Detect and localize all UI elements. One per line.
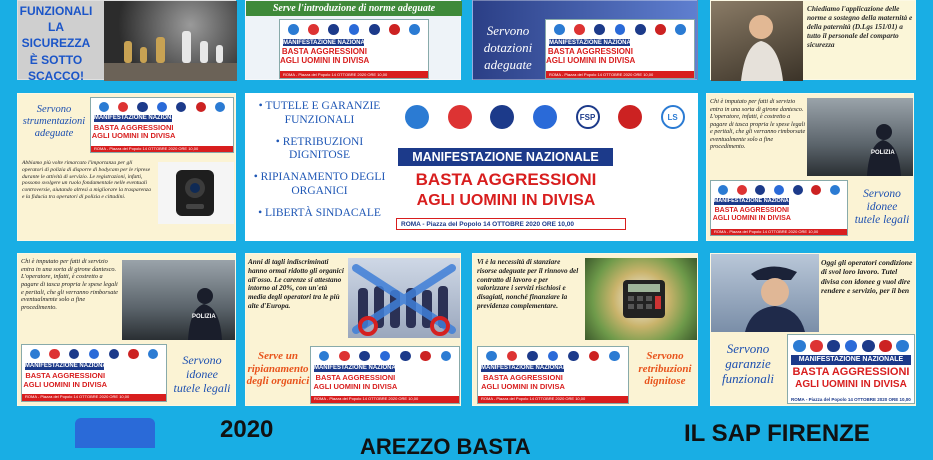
money-photo (585, 258, 697, 340)
demands-list (246, 100, 393, 221)
demand-item: • TUTELE E GARANZIE FUNZIONALI (258, 100, 381, 126)
banner-title: MANIFESTAZIONE NAZIONALE (481, 364, 571, 371)
union-logo-icon (409, 24, 420, 35)
officers-image (176, 114, 230, 144)
officers-image (400, 364, 456, 395)
dotazioni-caption: Servono dotazioni adeguate (483, 23, 533, 72)
union-logo-icon (400, 351, 410, 361)
union-logo-icon (490, 105, 514, 129)
officers-image (568, 364, 625, 395)
banner-slogan-2: AGLI UOMINI IN DIVISA (795, 379, 907, 391)
union-logo-icon (862, 340, 875, 353)
bottom-strip (0, 408, 933, 459)
union-logo-icon (675, 24, 686, 35)
union-logo-icon (215, 102, 225, 112)
union-logo-icon (420, 351, 430, 361)
banner-logos (25, 347, 163, 360)
union-logo-icon (755, 185, 765, 195)
police-label: POLIZIA (192, 314, 216, 320)
banner-slogan-1: BASTA AGGRESSIONI (315, 372, 396, 382)
demand-item: • RIPIANAMENTO DEGLI ORGANICI (253, 171, 386, 197)
norme-heading: Serve l'introduzione di norme adeguate (246, 1, 462, 16)
organici-text: Anni di tagli indiscriminati hanno ormai ridotto gli organici all'osso. Le carenze si attestano intorno al 20%, con un'età media degli operatori tra le più alte d'Europa. (248, 258, 344, 310)
chess-photo (104, 1, 237, 81)
banner-slogan-2: AGLI UOMINI IN DIVISA (313, 381, 398, 391)
union-logo-icon (533, 105, 557, 129)
union-logo-icon (845, 340, 858, 353)
child-icon (711, 1, 803, 81)
scissors-icon (348, 258, 460, 338)
garanzie-text: Oggi gli operatori condizione di svol loro lavoro. Tutel divisa con idonee g vuol dire rendere e servizio, per il ben (821, 258, 913, 295)
union-logo-icon (288, 24, 299, 35)
officers-image (635, 37, 691, 70)
police-officer-icon (122, 260, 235, 340)
tile-dotazioni (472, 0, 698, 80)
union-logo-icon (527, 351, 537, 361)
union-logo-icon (879, 340, 892, 353)
union-logo-icon (896, 340, 909, 353)
union-logo-icon (793, 340, 806, 353)
tutele-caption: Servono idonee tutele legali (854, 188, 910, 227)
union-logo-icon (486, 351, 496, 361)
union-logo-icon (737, 185, 747, 195)
union-logo-icon (118, 102, 128, 112)
banner-title: MANIFESTAZIONE NAZIONALE (791, 355, 912, 365)
tile-garanzie (710, 253, 916, 406)
banner-logos (791, 338, 912, 354)
tile-chess (17, 0, 236, 83)
demand-item: • LIBERTÀ SINDACALE (258, 206, 381, 219)
ls-logo-icon: LS (661, 105, 685, 129)
banner-footer: ROMA - Piazza del Popolo 14 OTTOBRE 2020 ORE 10,00 (788, 396, 914, 403)
union-logo-icon (441, 351, 451, 361)
union-logo-icon (369, 24, 380, 35)
banner (310, 346, 460, 404)
bodycam-caption: Servono strumentazioni adeguate (22, 104, 86, 140)
sap-logo-icon (75, 418, 155, 448)
tile-central (245, 93, 698, 241)
officer-icon (711, 254, 819, 332)
banner-logos (314, 349, 456, 362)
calculator-icon (585, 258, 697, 340)
banner-footer: ROMA - Piazza del Popolo 14 OTTOBRE 2020 ORE 10,00 (711, 229, 847, 235)
police-officer-icon (807, 98, 913, 176)
banner-title: MANIFESTAZIONE NAZIONALE (313, 364, 404, 371)
banner-title: MANIFESTAZIONE NAZIONALE (93, 115, 184, 122)
banner (477, 346, 629, 404)
storm-photo (122, 260, 235, 340)
union-logo-icon (793, 185, 803, 195)
union-logo-icon (594, 24, 605, 35)
union-logo-icon (635, 24, 646, 35)
maternita-text: Chiediamo l'applicazione delle norme a sostegno della maternità e della paternità (D.Lgs 151/01) a tutto il personale del comparto sicurezza (807, 4, 913, 49)
banner-slogan-1: BASTA AGGRESSIONI (415, 170, 597, 189)
cuts-photo (348, 258, 460, 338)
officers-image (369, 37, 425, 70)
union-logo-icon (339, 351, 349, 361)
union-logo-icon (389, 24, 400, 35)
banner-logos (396, 102, 694, 132)
union-logo-icon (148, 349, 158, 359)
banner-title: MANIFESTAZIONE NAZIONALE (398, 148, 613, 166)
union-logo-icon (774, 185, 784, 195)
banner (90, 97, 234, 153)
demand-item: • RETRIBUZIONI DIGNITOSE (275, 135, 364, 162)
banner-footer: ROMA - Piazza del Popolo 14 OTTOBRE 2020 ORE 10,00 (91, 146, 233, 152)
banner-logos (94, 100, 230, 113)
bodycam-icon (158, 162, 234, 224)
banner-footer: ROMA - Piazza del Popolo 14 OTTOBRE 2020 ORE 10,00 (311, 396, 459, 403)
banner-footer: ROMA - Piazza del Popolo 14 OTTOBRE 2020 ORE 10,00 (396, 218, 626, 230)
banner-title: MANIFESTAZIONE NAZIONALE (282, 39, 373, 46)
union-logo-icon (89, 349, 99, 359)
tile-tutele-legali-right (706, 93, 914, 241)
banner-slogan-1: BASTA AGGRESSIONI (792, 366, 910, 379)
banner-slogan-1: BASTA AGGRESSIONI (25, 370, 106, 380)
banner (710, 180, 848, 236)
tile-retribuzioni (472, 253, 698, 406)
banner-title: MANIFESTAZIONE NAZIONALE (713, 198, 796, 205)
union-logo-icon (49, 349, 59, 359)
banner-footer: ROMA - Piazza del Popolo 14 OTTOBRE 2020 ORE 10,00 (478, 396, 628, 403)
banner-title: MANIFESTAZIONE NAZIONALE (24, 362, 115, 369)
union-logo-icon (109, 349, 119, 359)
union-logo-icon (811, 185, 821, 195)
banner (279, 19, 429, 79)
officer-photo (711, 254, 819, 332)
tutele-text: Chi è imputato per fatti di servizio entra in una sorta di girone dantesco. L'operatore, infatti, è costretto a pagare di tasca propria le spese legali e peritali, che gli verranno rimborsate eventualmente solo a fine procedimento. (710, 98, 806, 151)
union-logo-icon (405, 105, 429, 129)
tile-tutele-legali-left (17, 253, 236, 406)
banner-slogan-1: BASTA AGGRESSIONI (281, 46, 367, 56)
garanzie-caption: Servono garanzie funzionali (721, 341, 774, 386)
banner-slogan-2: AGLI UOMINI IN DIVISA (23, 379, 108, 389)
retribuzioni-caption: Servono retribuzioni dignitose (638, 350, 692, 388)
retribuzioni-text: Vi è la necessità di stanziare risorse adeguate per il rinnovo del contratto di lavoro e per valorizzare i servizi rischiosi e disagiati, nonché finanziare la previdenza complementare. (477, 258, 579, 310)
banner-logos (549, 22, 691, 36)
union-logo-icon (99, 102, 109, 112)
union-logo-icon (830, 185, 840, 195)
banner (545, 19, 695, 79)
banner-slogan-2: AGLI UOMINI IN DIVISA (546, 55, 636, 65)
union-logo-icon (655, 24, 666, 35)
union-logo-icon (507, 351, 517, 361)
officers-image (793, 197, 845, 227)
banner-footer: ROMA - Piazza del Popolo 14 OTTOBRE 2020 ORE 10,00 (280, 71, 428, 78)
banner-large (396, 100, 694, 237)
banner-slogan-1: BASTA AGGRESSIONI (93, 122, 174, 132)
banner-slogan-2: AGLI UOMINI IN DIVISA (712, 215, 791, 223)
chess-pieces-icon (104, 1, 237, 81)
banner-footer: ROMA - Piazza del Popolo 14 OTTOBRE 2020 ORE 10,00 (22, 394, 166, 401)
banner-slogan-1: BASTA AGGRESSIONI (714, 206, 789, 214)
banner (787, 334, 915, 404)
bottom-headline: AREZZO BASTA (360, 434, 531, 459)
bodycam-text: Abbiamo più volte rimarcato l'importanza per gli operatori di polizia di disporre di bodycam per le riprese durante le attività di servizio. Le registrazioni, infatti, possono svolgere un ruolo fondamentale nelle eventuali controversie, aiutando altresì a migliorare la trasparenza e la fiducia tra operatori di polizia e cittadini. (22, 160, 151, 201)
union-logo-icon (176, 102, 186, 112)
union-logo-icon (618, 105, 642, 129)
fsp-logo-icon: FSP (576, 105, 600, 129)
banner-footer: ROMA - Piazza del Popolo 14 OTTOBRE 2020 ORE 10,00 (546, 71, 694, 78)
union-logo-icon (137, 102, 147, 112)
union-logo-icon (380, 351, 390, 361)
tutele-caption: Servono idonee tutele legali (173, 353, 231, 395)
union-logo-icon (157, 102, 167, 112)
union-logo-icon (196, 102, 206, 112)
union-logo-icon (810, 340, 823, 353)
banner-slogan-2: AGLI UOMINI IN DIVISA (91, 131, 176, 141)
chess-caption: FUNZIONALI LA SICUREZZA È SOTTO SCACCO! (19, 4, 93, 83)
bottom-year: 2020 (220, 416, 274, 443)
banner-title: MANIFESTAZIONE NAZIONALE (548, 39, 639, 46)
banner-slogan-2: AGLI UOMINI IN DIVISA (280, 55, 370, 65)
banner-logos (714, 183, 845, 196)
bodycam-photo (158, 162, 234, 224)
union-logo-icon (574, 24, 585, 35)
banner-logos (481, 349, 625, 362)
bottom-sap-firenze: IL SAP FIRENZE (684, 420, 870, 447)
storm-photo (807, 98, 913, 176)
tile-bodycam (17, 93, 236, 241)
tile-norme (245, 0, 461, 80)
banner-slogan-2: AGLI UOMINI IN DIVISA (481, 381, 565, 391)
union-logo-icon (448, 105, 472, 129)
union-logo-icon (30, 349, 40, 359)
union-logo-icon (827, 340, 840, 353)
tile-organici (245, 253, 461, 406)
union-logo-icon (589, 351, 599, 361)
tile-maternita (710, 0, 916, 80)
banner (21, 344, 167, 402)
union-logo-icon (359, 351, 369, 361)
union-logo-icon (548, 351, 558, 361)
union-logo-icon (319, 351, 329, 361)
union-logo-icon (615, 24, 626, 35)
banner-slogan-1: BASTA AGGRESSIONI (483, 372, 563, 382)
banner-logos (283, 22, 425, 36)
union-logo-icon (718, 185, 728, 195)
union-logo-icon (554, 24, 565, 35)
officers-image (618, 140, 692, 219)
child-photo (711, 1, 803, 81)
organici-caption: Serve un ripianamento degli organici (246, 350, 310, 388)
officers-image (108, 362, 163, 393)
union-logo-icon (609, 351, 619, 361)
union-logo-icon (128, 349, 138, 359)
union-logo-icon (328, 24, 339, 35)
tutele-text: Chi è imputato per fatti di servizio entra in una sorta di girone dantesco. L'operatore, infatti, è costretto a pagare di tasca propria le spese legali e peritali, che gli verranno rimborsate eventualmente solo a fine procedimento. (21, 258, 118, 312)
union-logo-icon (568, 351, 578, 361)
banner-slogan-1: BASTA AGGRESSIONI (547, 46, 633, 56)
union-logo-icon (349, 24, 360, 35)
union-logo-icon (69, 349, 79, 359)
police-label: POLIZIA (871, 150, 895, 156)
banner-slogan-2: AGLI UOMINI IN DIVISA (416, 192, 596, 209)
union-logo-icon (308, 24, 319, 35)
